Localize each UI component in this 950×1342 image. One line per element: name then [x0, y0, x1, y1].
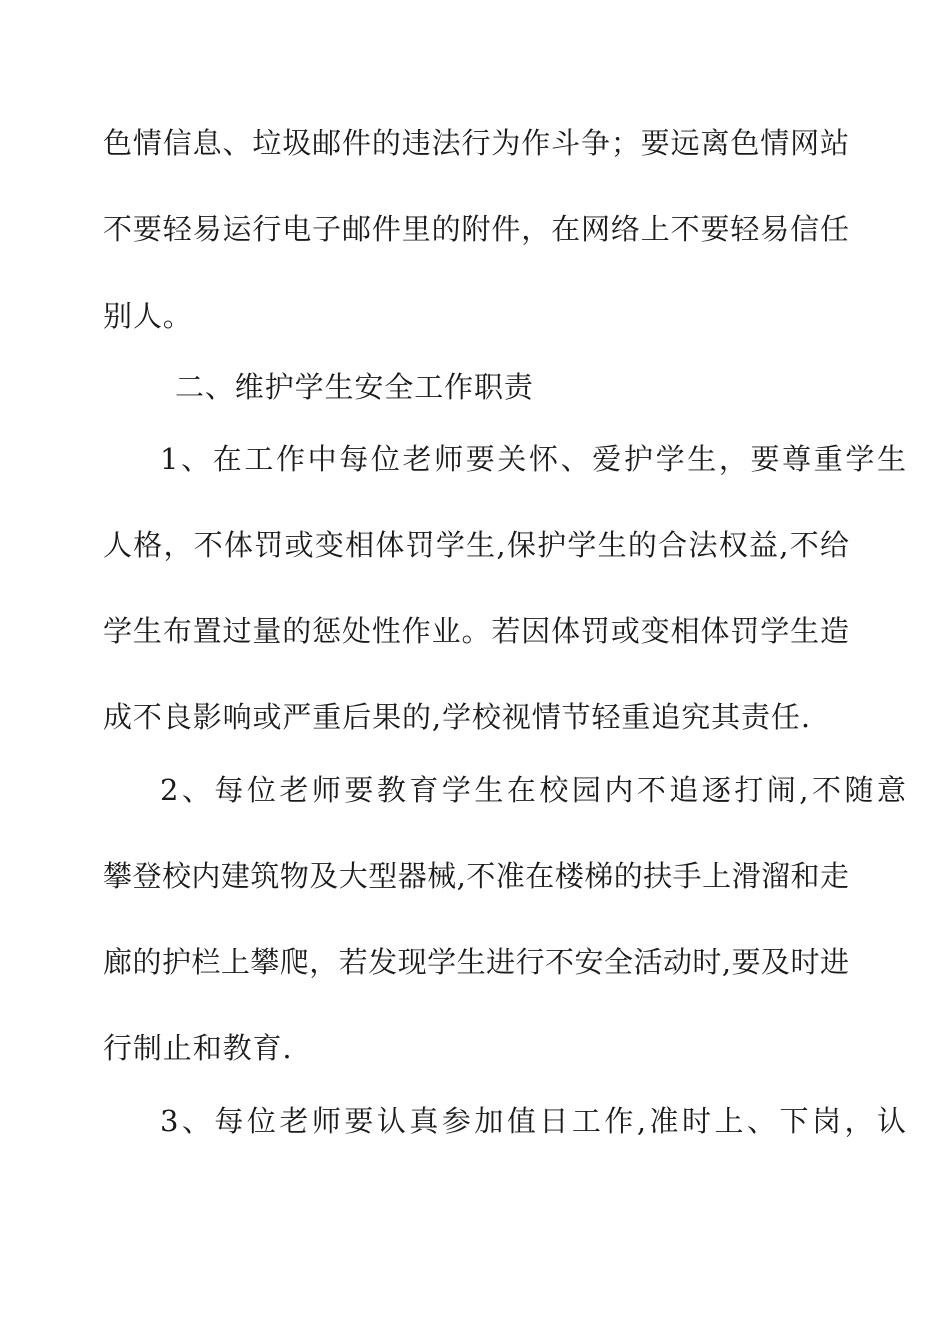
paragraph-1-line-2: 人格，不体罚或变相体罚学生,保护学生的合法权益,不给 — [103, 528, 849, 562]
paragraph-1-line-3: 学生布置过量的惩处性作业。若因体罚或变相体罚学生造 — [103, 614, 849, 648]
paragraph-2-line-2: 攀登校内建筑物及大型器械,不准在楼梯的扶手上滑溜和走 — [103, 859, 849, 893]
paragraph-1-line-4: 成不良影响或严重后果的,学校视情节轻重追究其责任. — [103, 700, 811, 734]
paragraph-2-line-4: 行制止和教育. — [103, 1031, 293, 1065]
section-heading: 二、维护学生安全工作职责 — [175, 370, 534, 404]
paragraph-2-line-3: 廊的护栏上攀爬，若发现学生进行不安全活动时,要及时进 — [103, 945, 849, 979]
text-line-3: 别人。 — [103, 299, 193, 333]
paragraph-3-line-1: 3、每位老师要认真参加值日工作,准时上、下岗，认 — [160, 1104, 906, 1138]
text-line-1: 色情信息、垃圾邮件的违法行为作斗争；要远离色情网站 — [103, 126, 849, 160]
text-line-2: 不要轻易运行电子邮件里的附件，在网络上不要轻易信任 — [103, 212, 849, 246]
paragraph-2-line-1: 2、每位老师要教育学生在校园内不追逐打闹,不随意 — [160, 773, 906, 807]
paragraph-1-line-1: 1、在工作中每位老师要关怀、爱护学生，要尊重学生 — [160, 442, 906, 476]
